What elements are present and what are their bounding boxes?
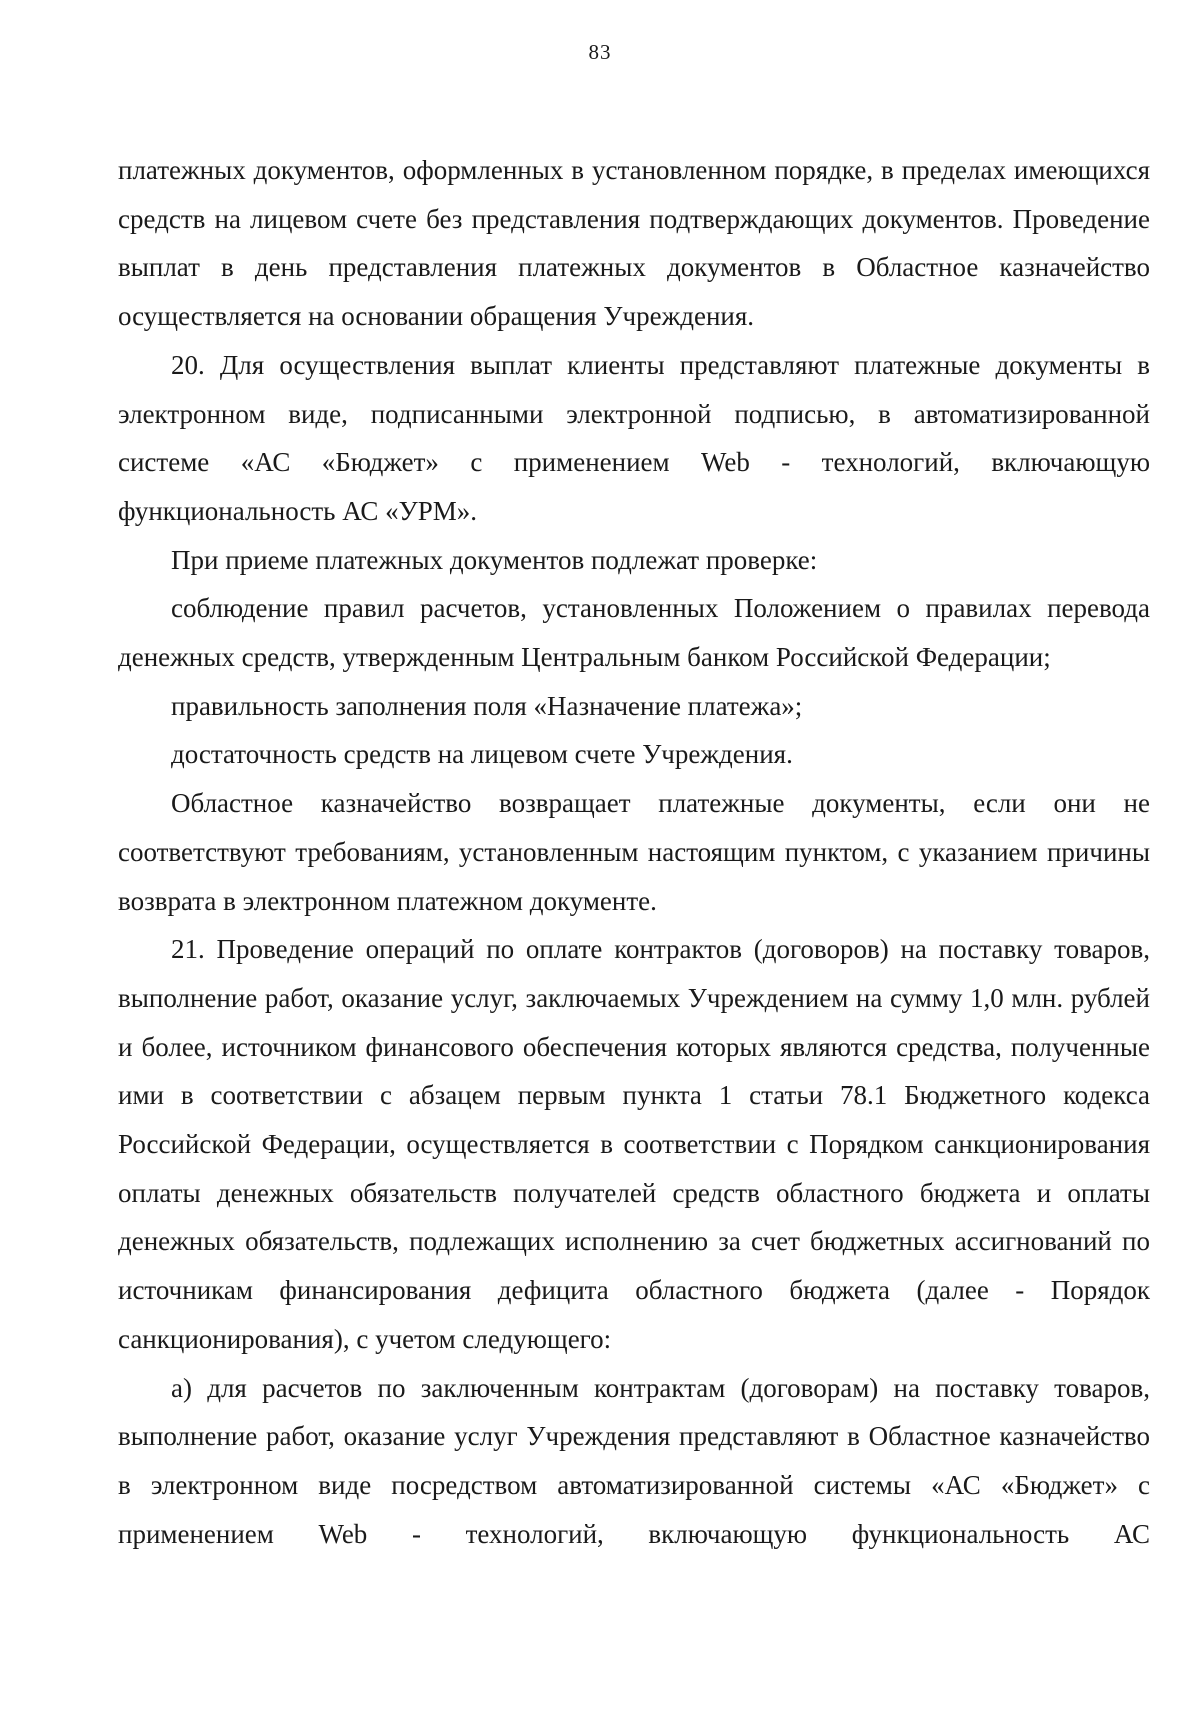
paragraph-return: Областное казначейство возвращает платежные документы, если они не соответствуют требованиям, установленным настоящим пунктом, с указанием причины возврата в электронном платежном документе. [118, 788, 1150, 916]
paragraph-continuation: платежных документов, оформленных в установленном порядке, в пределах имеющихся средств на лицевом счете без представления подтверждающих документов. Проведение выплат в день представления платежных документов в Областное казначейство осуществляется на основании обращения Учреждения. [118, 155, 1150, 332]
paragraph-check-rules: соблюдение правил расчетов, установленных Положением о правилах перевода денежных средств, утвержденным Центральным банком Российской Федерации; [118, 593, 1150, 673]
paragraph-item-20: 20. Для осуществления выплат клиенты представляют платежные документы в электронном виде, подписанными электронной подписью, в автоматизированной системе «АС «Бюджет» с применением Web - технологий, включающую функциональность АС «УРМ». [118, 349, 1150, 526]
page-number: 83 [588, 40, 612, 64]
paragraph-check-purpose: правильность заполнения поля «Назначение платежа»; [171, 690, 803, 721]
paragraph-check-funds: достаточность средств на лицевом счете Учреждения. [171, 739, 793, 770]
paragraph-item-21-a: а) для расчетов по заключенным контрактам (договорам) на поставку товаров, выполнение работ, оказание услуг Учреждения представляют в Областное казначейство в электронном виде посредством автоматизированной системы «АС «Бюджет» с применением Web - технологий, включающую функциональность АС [118, 1372, 1150, 1549]
paragraph-item-21: 21. Проведение операций по оплате контрактов (договоров) на поставку товаров, выполнение работ, оказание услуг, заключаемых Учреждением на сумму 1,0 млн. рублей и более, источником финансового обеспечения которых являются средства, полученные ими в соответствии с абзацем первым пункта 1 статьи 78.1 Бюджетного кодекса Российской Федерации, осуществляется в соответствии с Порядком санкционирования оплаты денежных обязательств получателей средств областного бюджета и оплаты денежных обязательств, подлежащих исполнению за счет бюджетных ассигнований по источникам финансирования дефицита областного бюджета (далее - Порядок санкционирования), с учетом следующего: [118, 934, 1150, 1354]
paragraph-checks-intro: При приеме платежных документов подлежат проверке: [171, 544, 818, 575]
document-body [118, 146, 1150, 1558]
